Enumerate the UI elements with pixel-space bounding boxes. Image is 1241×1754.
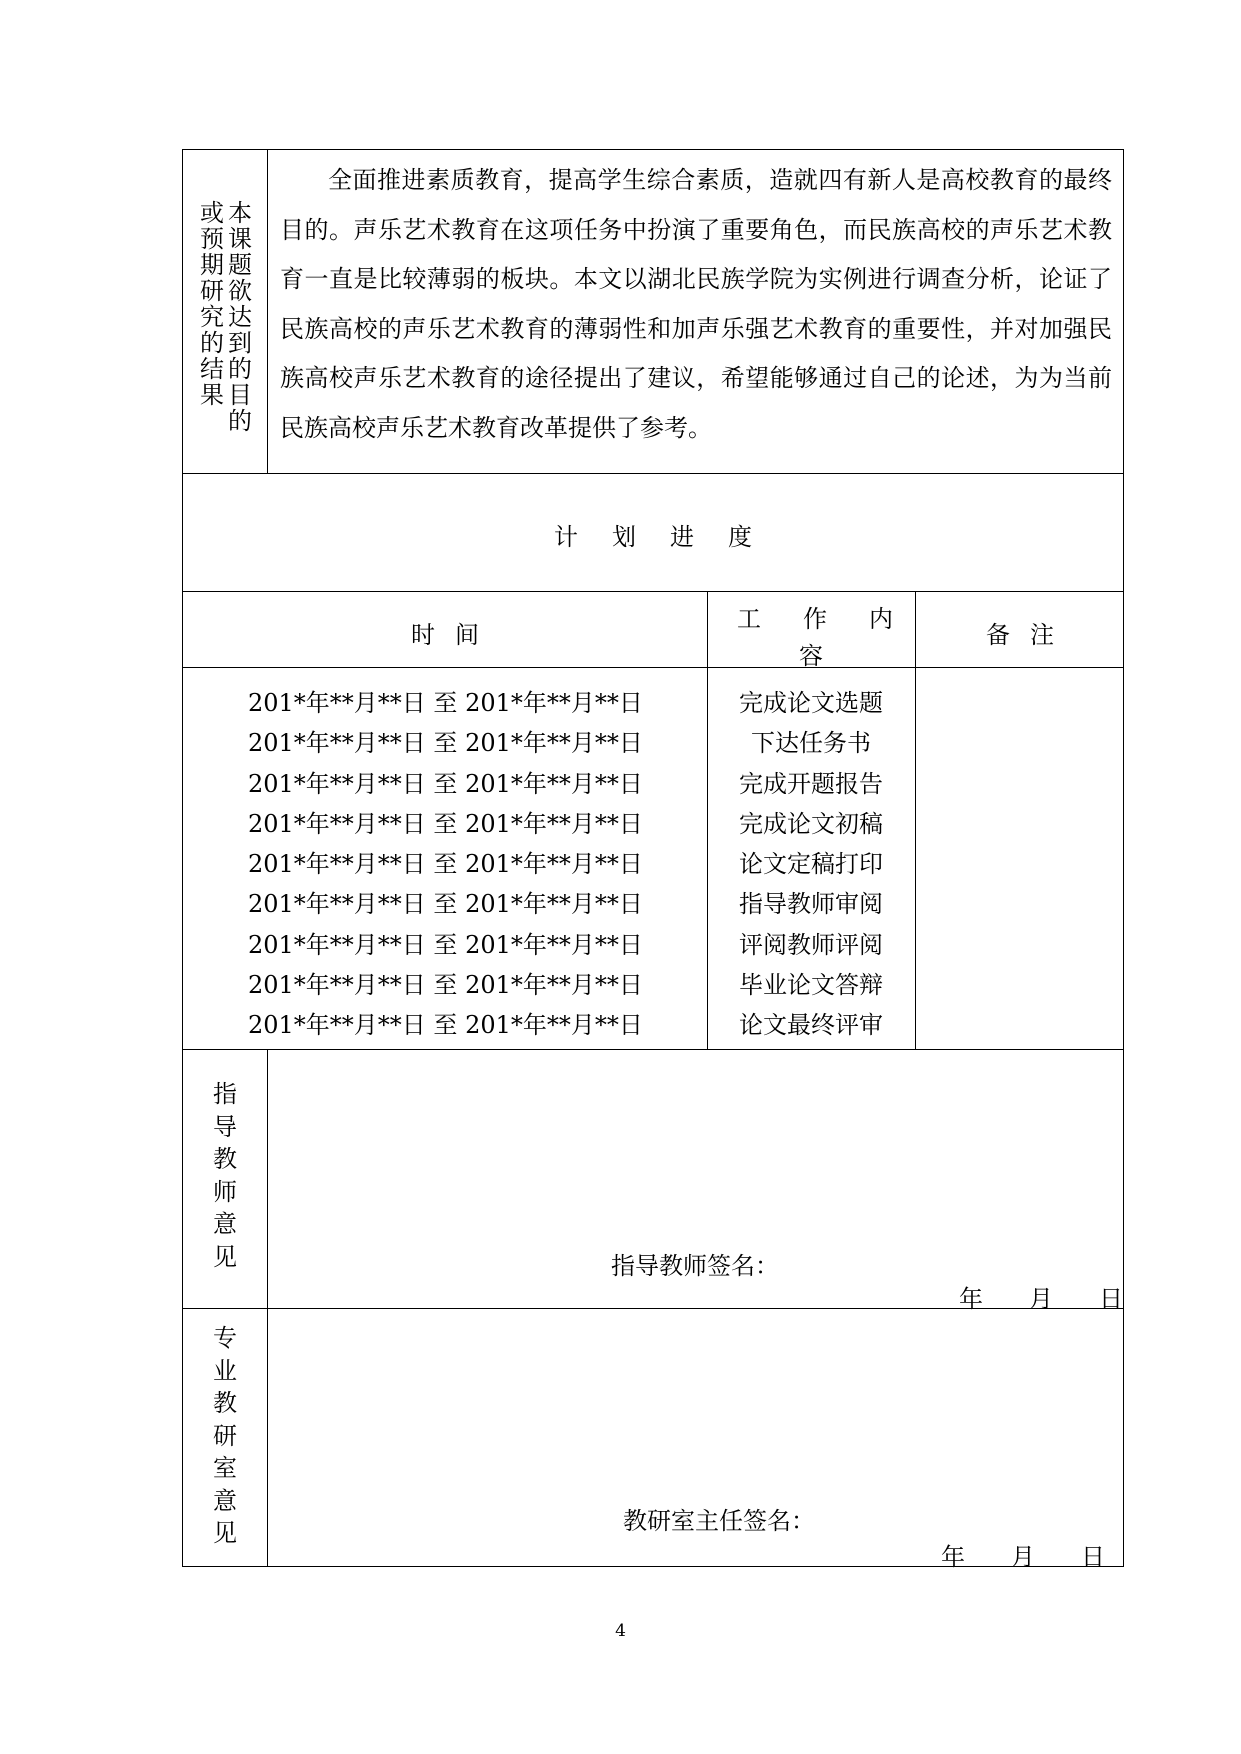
goals-label-col2: 或预期研究的结果 <box>200 199 224 409</box>
schedule-time: 201*年**月**日 至 201*年**月**日 <box>248 930 643 959</box>
row-divider <box>183 473 1123 474</box>
advisor-label-char: 见 <box>213 1242 237 1271</box>
office-label-char: 业 <box>213 1356 237 1385</box>
office-label-char: 见 <box>213 1519 237 1547</box>
schedule-work: 指导教师审阅 <box>739 890 883 919</box>
office-label-char: 意 <box>213 1486 237 1515</box>
header-work-char: 作 <box>803 605 827 633</box>
schedule-work: 毕业论文答辩 <box>739 971 883 1000</box>
schedule-work: 评阅教师评阅 <box>739 930 883 959</box>
header-time: 时间 <box>411 621 499 649</box>
header-work-content <box>707 599 915 671</box>
schedule-work: 论文定稿打印 <box>739 850 883 879</box>
header-note: 备注 <box>986 621 1074 649</box>
advisor-signature-label: 指导教师签名： <box>611 1252 779 1280</box>
schedule-time: 201*年**月**日 至 201*年**月**日 <box>248 1011 643 1040</box>
schedule-work: 完成开题报告 <box>739 769 883 798</box>
date-month: 月 <box>1011 1543 1035 1571</box>
schedule-work: 论文最终评审 <box>739 1011 883 1040</box>
date-day: 日 <box>1099 1285 1123 1313</box>
schedule-work-column <box>707 683 915 1046</box>
schedule-time: 201*年**月**日 至 201*年**月**日 <box>248 689 643 717</box>
page-number: 4 <box>615 1621 626 1641</box>
row-divider <box>183 591 1123 592</box>
advisor-label <box>195 1078 255 1273</box>
advisor-label-char: 指 <box>213 1080 237 1108</box>
goals-label-col1: 本课题欲达到的目的 <box>228 199 252 435</box>
schedule-time: 201*年**月**日 至 201*年**月**日 <box>248 890 643 919</box>
date-year: 年 <box>941 1543 965 1571</box>
header-work-char: 工 <box>737 605 761 633</box>
office-label-char: 研 <box>213 1421 237 1450</box>
office-label <box>195 1322 255 1550</box>
schedule-time: 201*年**月**日 至 201*年**月**日 <box>248 971 643 1000</box>
advisor-label-char: 师 <box>213 1177 237 1206</box>
advisor-label-char: 意 <box>213 1210 237 1238</box>
schedule-time: 201*年**月**日 至 201*年**月**日 <box>248 729 643 758</box>
column-divider <box>915 591 916 1049</box>
office-label-char: 专 <box>213 1324 237 1352</box>
schedule-time: 201*年**月**日 至 201*年**月**日 <box>248 809 643 838</box>
office-date <box>941 1537 1105 1572</box>
row-divider <box>183 1049 1123 1050</box>
date-year: 年 <box>959 1285 983 1313</box>
schedule-time-column <box>248 683 708 1046</box>
schedule-work: 完成论文选题 <box>739 689 883 717</box>
office-label-char: 教 <box>213 1389 237 1417</box>
header-work-char: 容 <box>799 642 823 670</box>
goals-label <box>191 200 261 440</box>
plan-title: 计划进度 <box>554 523 786 551</box>
header-work-char: 内 <box>869 605 893 633</box>
row-divider <box>183 667 1123 668</box>
schedule-time: 201*年**月**日 至 201*年**月**日 <box>248 769 643 798</box>
schedule-time: 201*年**月**日 至 201*年**月**日 <box>248 850 643 879</box>
advisor-label-char: 教 <box>213 1145 237 1173</box>
advisor-date <box>959 1279 1123 1314</box>
goals-text: 全面推进素质教育，提高学生综合素质，造就四有新人是高校教育的最终目的。声乐艺术教育在这项任务中扮演了重要角色，而民族高校的声乐艺术教育一直是比较薄弱的板块。本文以湖北民族学院为实例进行调查分析，论证了民族高校的声乐艺术教育的薄弱性和加声乐强艺术教育的重要性，并对加强民族高校声乐艺术教育的途径提出了建议，希望能够通过自己的论述，为为当前民族高校声乐艺术教育改革提供了参考。 <box>280 166 1112 442</box>
date-day: 日 <box>1081 1543 1105 1571</box>
column-divider <box>267 1049 268 1566</box>
column-divider <box>267 150 268 473</box>
proposal-form-table <box>182 149 1124 1571</box>
date-month: 月 <box>1029 1285 1053 1313</box>
schedule-work: 下达任务书 <box>751 729 871 758</box>
office-signature-label: 教研室主任签名： <box>623 1507 815 1535</box>
office-label-char: 室 <box>213 1454 237 1482</box>
advisor-label-char: 导 <box>213 1112 237 1141</box>
schedule-work: 完成论文初稿 <box>739 809 883 838</box>
